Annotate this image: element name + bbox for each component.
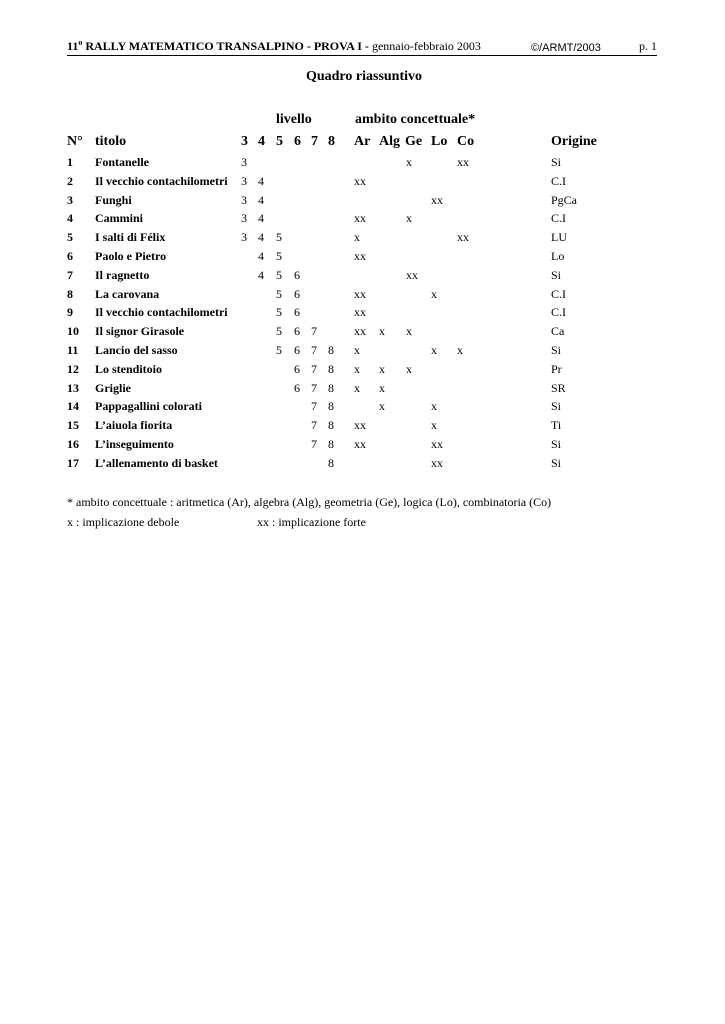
row-number: 7 [67, 267, 73, 282]
edition-superscript: o [78, 38, 83, 47]
level-mark: 7 [311, 361, 317, 376]
domain-mark: xx [431, 192, 443, 207]
domain-mark: x [354, 380, 360, 395]
level-mark: 4 [258, 173, 264, 188]
copyright-notice: ©/ARMT/2003 [531, 42, 601, 54]
domain-mark: x [379, 324, 385, 339]
origin-code: Si [551, 399, 562, 414]
column-header-domain: Ge [405, 134, 423, 149]
level-mark: 7 [311, 343, 317, 357]
level-mark: 6 [294, 267, 300, 282]
domain-mark: xx [354, 305, 366, 320]
origin-code: SR [551, 380, 566, 395]
problem-title: Il vecchio contachilometri [95, 173, 228, 188]
domain-mark: x [354, 230, 360, 245]
problem-title: Lancio del sasso [95, 343, 178, 357]
problem-title: Fontanelle [95, 155, 149, 169]
column-header-title: titolo [95, 134, 127, 149]
header-rule [67, 55, 657, 56]
header-dates: gennaio-febbraio 2003 [371, 39, 481, 53]
domain-mark: x [406, 324, 412, 339]
level-mark: 4 [258, 230, 264, 245]
origin-code: Pr [551, 361, 562, 376]
column-header-domain: Ar [354, 134, 371, 149]
level-mark: 4 [258, 249, 264, 263]
level-mark: 5 [276, 249, 282, 263]
level-mark: 7 [311, 437, 317, 451]
domain-mark: xx [457, 155, 469, 169]
origin-code: C.I [551, 305, 566, 320]
level-mark: 6 [294, 324, 300, 339]
level-mark: 5 [276, 286, 282, 301]
domain-mark: x [431, 343, 437, 357]
level-mark: 5 [276, 324, 282, 339]
level-mark: 5 [276, 305, 282, 320]
column-header-level: 5 [276, 134, 283, 149]
row-number: 8 [67, 286, 73, 301]
column-header-domain: Alg [379, 134, 400, 149]
domain-mark: xx [406, 267, 418, 282]
domain-mark: xx [354, 418, 366, 433]
problem-title: Il signor Girasole [95, 324, 185, 339]
domain-mark: x [379, 361, 385, 376]
domain-mark: x [379, 380, 385, 395]
footnote-legend: * ambito concettuale : aritmetica (Ar), algebra (Alg), geometria (Ge), logica (Lo), combinatoria (Co) [67, 495, 552, 509]
domain-mark: x [354, 343, 360, 357]
origin-code: C.I [551, 286, 566, 301]
row-number: 5 [67, 230, 73, 245]
row-number: 9 [67, 305, 73, 320]
level-mark: 8 [328, 418, 334, 433]
level-mark: 8 [328, 399, 334, 414]
problem-title: Pappagallini colorati [95, 399, 203, 414]
footnote-weak: x : implicazione debole [67, 515, 180, 529]
level-mark: 4 [258, 267, 264, 282]
level-mark: 6 [294, 286, 300, 301]
problem-title: L’allenamento di basket [95, 455, 218, 470]
row-number: 14 [67, 399, 79, 414]
column-header-origin: Origine [551, 134, 597, 149]
row-number: 11 [67, 343, 79, 357]
column-header-level: 6 [294, 134, 301, 149]
level-mark: 4 [258, 192, 264, 207]
level-mark: 8 [328, 455, 334, 470]
domain-mark: xx [354, 437, 366, 451]
row-number: 6 [67, 249, 73, 263]
level-mark: 3 [241, 192, 247, 207]
column-header-number: N° [67, 134, 83, 149]
level-mark: 6 [294, 361, 300, 376]
level-mark: 3 [241, 211, 247, 226]
domain-mark: x [431, 399, 437, 414]
row-number: 4 [67, 211, 73, 226]
row-number: 13 [67, 380, 79, 395]
origin-code: C.I [551, 211, 566, 226]
column-header-domain: Lo [431, 134, 448, 149]
domain-mark: x [379, 399, 385, 414]
level-mark: 5 [276, 267, 282, 282]
page-header [67, 38, 657, 56]
domain-mark: xx [354, 249, 366, 263]
footnote-strong: xx : implicazione forte [257, 515, 366, 529]
problem-title: Griglie [95, 380, 131, 395]
domain-mark: x [457, 343, 463, 357]
level-mark: 8 [328, 437, 334, 451]
document-title: Quadro riassuntivo [305, 69, 423, 84]
origin-code: Lo [551, 249, 565, 263]
row-number: 16 [67, 437, 79, 451]
domain-mark: x [431, 286, 437, 301]
row-number: 17 [67, 455, 79, 470]
origin-code: Si [551, 455, 562, 470]
domain-mark: xx [354, 173, 366, 188]
domain-mark: x [406, 211, 412, 226]
problem-title: Cammini [95, 211, 143, 226]
problem-title: Il vecchio contachilometri [95, 305, 228, 320]
origin-code: PgCa [551, 192, 578, 207]
origin-code: Ti [551, 418, 562, 433]
row-number: 10 [67, 324, 79, 339]
problem-title: La carovana [95, 286, 160, 301]
level-mark: 8 [328, 380, 334, 395]
level-mark: 5 [276, 343, 282, 357]
column-header-level: 4 [258, 134, 265, 149]
domain-mark: xx [431, 455, 443, 470]
level-mark: 7 [311, 399, 317, 414]
level-mark: 7 [311, 324, 317, 339]
column-header-domain: Co [457, 134, 475, 149]
domain-mark: xx [431, 437, 443, 451]
problem-title: L’aiuola fiorita [95, 418, 173, 433]
domain-mark: x [354, 361, 360, 376]
origin-code: C.I [551, 173, 566, 188]
row-number: 3 [67, 192, 73, 207]
domain-mark: x [431, 418, 437, 433]
levels-group-header: livello [276, 112, 312, 127]
domain-mark: x [406, 361, 412, 376]
problem-title: Funghi [95, 192, 132, 207]
row-number: 15 [67, 418, 79, 433]
level-mark: 3 [241, 230, 247, 245]
edition-number: 11 [67, 39, 79, 53]
header-title [67, 38, 481, 54]
origin-code: LU [551, 230, 567, 245]
origin-code: Si [551, 155, 562, 169]
level-mark: 5 [276, 230, 282, 245]
page-number: p. 1 [639, 39, 657, 53]
level-mark: 3 [241, 155, 247, 169]
level-mark: 6 [294, 343, 300, 357]
domain-mark: xx [354, 286, 366, 301]
level-mark: 8 [328, 343, 334, 357]
row-number: 1 [67, 155, 73, 169]
level-mark: 6 [294, 305, 300, 320]
level-mark: 7 [311, 380, 317, 395]
level-mark: 4 [258, 211, 264, 226]
column-header-level: 7 [311, 134, 318, 149]
domains-group-header: ambito concettuale* [355, 112, 476, 127]
domain-mark: x [406, 155, 412, 169]
origin-code: Si [551, 343, 562, 357]
row-number: 2 [67, 173, 73, 188]
origin-code: Si [551, 267, 562, 282]
level-mark: 8 [328, 361, 334, 376]
domain-mark: xx [354, 211, 366, 226]
column-header-level: 3 [241, 134, 248, 149]
domain-mark: xx [354, 324, 366, 339]
problem-title: L’inseguimento [95, 437, 174, 451]
problem-title: Il ragnetto [95, 267, 150, 282]
competition-title: RALLY MATEMATICO TRANSALPINO - PROVA I - [82, 39, 372, 53]
domain-mark: xx [457, 230, 469, 245]
level-mark: 6 [294, 380, 300, 395]
row-number: 12 [67, 361, 79, 376]
problem-title: Lo stenditoio [95, 361, 163, 376]
origin-code: Ca [551, 324, 565, 339]
column-header-level: 8 [328, 134, 335, 149]
problem-title: I salti di Félix [95, 230, 166, 245]
origin-code: Si [551, 437, 562, 451]
problem-title: Paolo e Pietro [95, 249, 167, 263]
level-mark: 7 [311, 418, 317, 433]
level-mark: 3 [241, 173, 247, 188]
